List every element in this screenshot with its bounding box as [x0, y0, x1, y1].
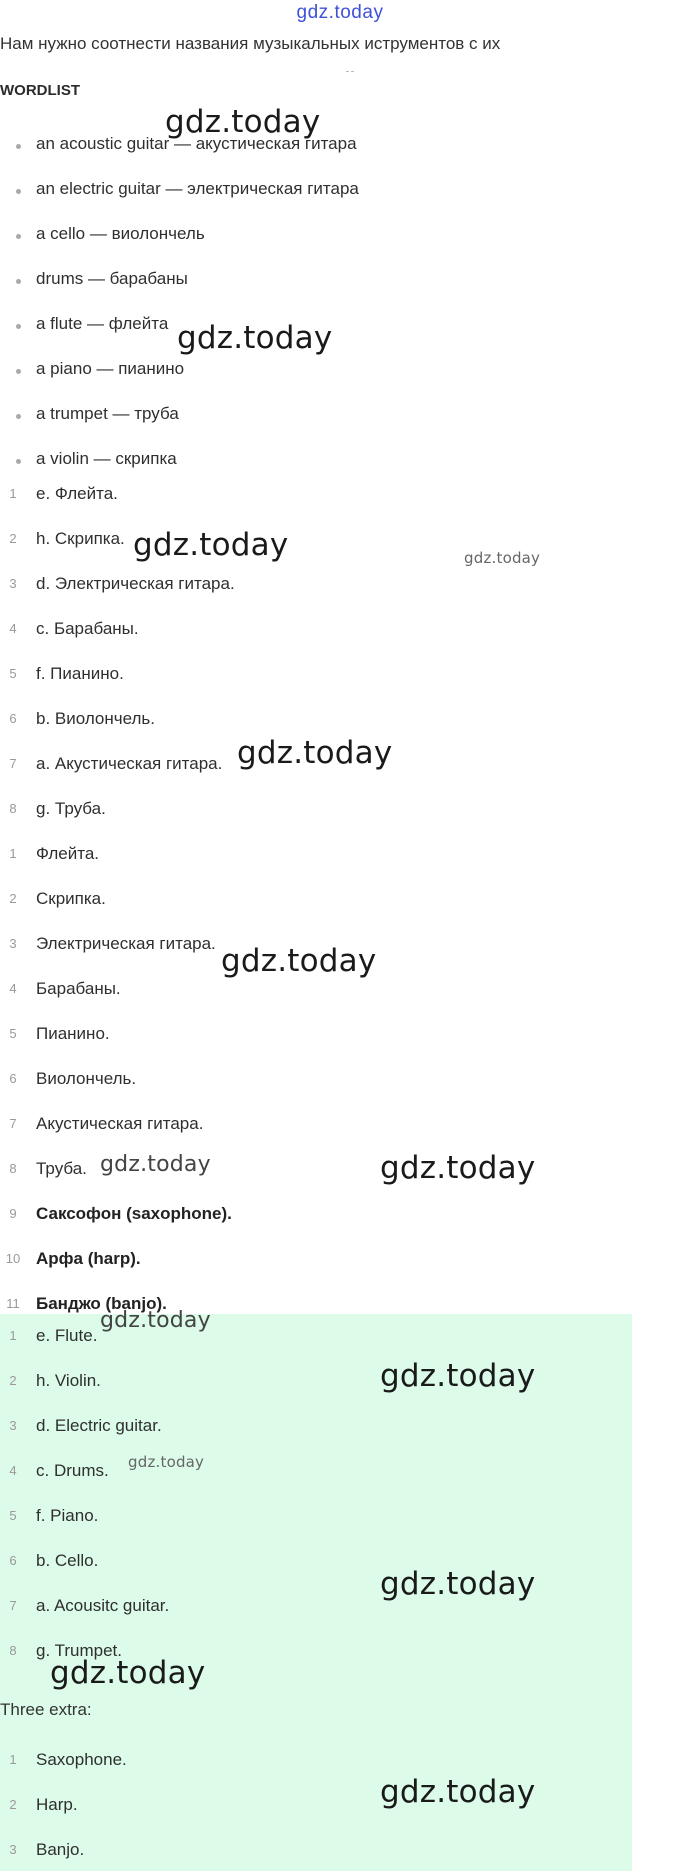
watermark: gdz.today: [237, 735, 393, 771]
intro-cut-line: [0, 64, 360, 72]
bullet-icon: [16, 369, 21, 374]
list-item: 11 Банджо (banjo).: [6, 1294, 167, 1313]
bullet-icon: [16, 144, 21, 149]
list-item: 9 Саксофон (saxophone).: [9, 1204, 232, 1223]
watermark: gdz.today: [128, 1453, 205, 1471]
bullet-icon: [16, 279, 21, 284]
watermark: gdz.today: [221, 943, 377, 979]
bullet-icon: [16, 189, 21, 194]
list-item: 5 f. Пианино.: [9, 664, 124, 683]
watermark: gdz.today: [380, 1150, 536, 1186]
list-item: 7 a. Acousitc guitar.: [9, 1596, 170, 1615]
list-item: 5 Пианино.: [9, 1024, 110, 1043]
watermark: gdz.today: [464, 549, 541, 567]
bullet-icon: [16, 324, 21, 329]
list-item: 1 Флейта.: [9, 844, 100, 863]
list-item: 7 a. Акустическая гитара.: [9, 754, 223, 773]
answers-ru-list: [0, 474, 630, 834]
list-item: 4 Барабаны.: [9, 979, 121, 998]
list-item: 4 c. Drums.: [9, 1461, 109, 1480]
list-item: 8 g. Trumpet.: [9, 1641, 122, 1660]
bullet-icon: [16, 234, 21, 239]
watermark: gdz.today: [380, 1358, 536, 1394]
list-item: 2 Скрипка.: [9, 889, 106, 908]
translations-list: [0, 834, 630, 1329]
list-item: 8 Труба.: [9, 1159, 87, 1178]
list-item: a trumpet — труба: [0, 394, 630, 439]
list-item: 6 Виолончель.: [9, 1069, 137, 1088]
list-item: 3 d. Electric guitar.: [9, 1416, 162, 1435]
list-item: 2 Harp.: [9, 1795, 78, 1814]
watermark: gdz.today: [50, 1655, 206, 1691]
list-item: a flute — флейта: [0, 304, 630, 349]
list-item: 5 f. Piano.: [9, 1506, 99, 1525]
wordlist: [0, 124, 630, 484]
list-item: 1 e. Флейта.: [9, 484, 118, 503]
bullet-icon: [16, 459, 21, 464]
watermark: gdz.today: [177, 320, 333, 356]
wordlist-heading: WORDLIST: [0, 82, 80, 99]
list-item: an electric guitar — электрическая гитара: [0, 169, 630, 214]
list-item: 10 Арфа (harp).: [5, 1249, 141, 1268]
list-item: a cello — виолончель: [0, 214, 630, 259]
three-extra-label: Three extra:: [0, 1700, 92, 1719]
list-item: 3 Banjo.: [9, 1840, 85, 1859]
extra-en-list: [0, 1740, 630, 1871]
intro-text: Нам нужно соотнести названия музыкальных иструментов с их: [0, 34, 501, 53]
watermark: gdz.today: [380, 1566, 536, 1602]
list-item: an acoustic guitar — акустическая гитара: [0, 124, 630, 169]
list-item: 1 Saxophone.: [9, 1750, 127, 1769]
watermark-top: gdz.today: [296, 2, 384, 23]
list-item: 1 e. Flute.: [9, 1326, 98, 1345]
watermark: gdz.today: [165, 104, 321, 140]
list-item: 2 h. Скрипка.: [9, 529, 125, 548]
watermark: gdz.today: [133, 527, 289, 563]
list-item: a piano — пианино: [0, 349, 630, 394]
list-item: 6 b. Cello.: [9, 1551, 99, 1570]
bullet-icon: [16, 414, 21, 419]
list-item: 3 d. Электрическая гитара.: [9, 574, 235, 593]
list-item: 6 b. Виолончель.: [9, 709, 156, 728]
watermark: gdz.today: [380, 1774, 536, 1810]
list-item: 4 c. Барабаны.: [9, 619, 139, 638]
list-item: 2 h. Violin.: [9, 1371, 101, 1390]
watermark: gdz.today: [100, 1308, 211, 1333]
list-item: 8 g. Труба.: [9, 799, 106, 818]
watermark: gdz.today: [100, 1152, 211, 1177]
list-item: a violin — скрипка: [0, 439, 630, 484]
list-item: drums — барабаны: [0, 259, 630, 304]
list-item: 7 Акустическая гитара.: [9, 1114, 204, 1133]
list-item: 3 Электрическая гитара.: [9, 934, 216, 953]
answers-en-list: [0, 1316, 630, 1676]
